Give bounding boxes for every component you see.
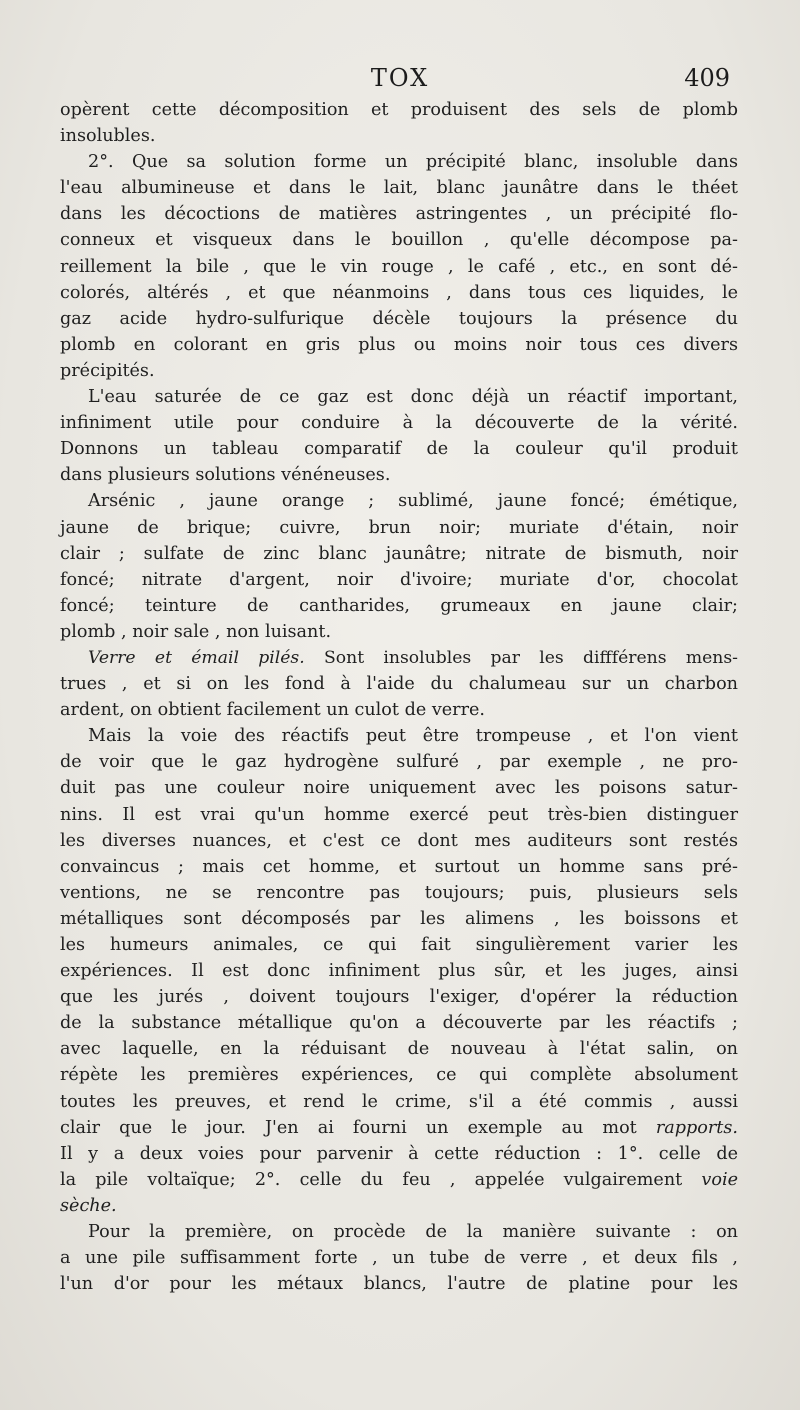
line-text: dans plusieurs solutions vénéneuses.: [60, 465, 391, 486]
text-line: [60, 932, 738, 958]
text-line: [60, 1089, 738, 1115]
italic-phrase: rapports.: [655, 1117, 738, 1138]
text-line: [60, 619, 738, 645]
line-text: précipités.: [60, 360, 155, 381]
line-text: les humeurs animales, ce qui fait singulièrement varier les: [60, 935, 738, 955]
line-text: clair que le jour. J'en ai fourni un exemple au mot: [60, 1117, 656, 1138]
line-text: Arsénic , jaune orange ; sublimé, jaune foncé; émétique,: [88, 491, 738, 512]
text-line: [60, 906, 738, 932]
italic-phrase: voie: [701, 1169, 738, 1190]
text-line: [60, 1193, 738, 1219]
line-text: de voir que le gaz hydrogène sulfuré , par exemple , ne pro-: [60, 752, 738, 773]
text-line: [60, 671, 738, 697]
text-line: [60, 175, 738, 201]
text-line: [60, 749, 738, 775]
text-line: [60, 723, 738, 749]
text-line: [60, 254, 738, 280]
text-line: [60, 149, 738, 175]
text-line: [60, 697, 738, 723]
line-text: les diverses nuances, et c'est ce dont mes auditeurs sont restés: [60, 830, 738, 851]
text-line: [60, 1062, 738, 1088]
line-text: gaz acide hydro-sulfurique décèle toujours la présence du: [60, 308, 738, 329]
text-line: [60, 280, 738, 306]
text-line: [60, 567, 738, 593]
text-line: [60, 201, 738, 227]
line-text: l'eau albumineuse et dans le lait, blanc jaunâtre dans le théet: [60, 178, 738, 199]
text-line: [60, 984, 738, 1010]
text-line: [60, 541, 738, 567]
line-text: infiniment utile pour conduire à la découverte de la vérité.: [60, 413, 738, 434]
line-text: trues , et si on les fond à l'aide du chalumeau sur un charbon: [60, 674, 738, 695]
italic-phrase: Verre et émail pilés.: [88, 647, 305, 668]
line-text: a une pile suffisamment forte , un tube de verre , et deux fils ,: [60, 1248, 738, 1269]
line-text: L'eau saturée de ce gaz est donc déjà un réactif important,: [88, 387, 738, 408]
text-line: [60, 123, 738, 149]
text-line: [60, 410, 738, 436]
text-line: [60, 436, 738, 462]
text-line: [60, 880, 738, 906]
text-line: [60, 802, 738, 828]
text-line: [60, 488, 738, 514]
line-text: 2°. Que sa solution forme un précipité blanc, insoluble dans: [88, 152, 738, 173]
text-line: [60, 854, 738, 880]
line-text: jaune de brique; cuivre, brun noir; muriate d'étain, noir: [60, 517, 738, 538]
line-text: métalliques sont décomposés par les alimens , les boissons et: [60, 908, 738, 929]
line-text: opèrent cette décomposition et produisent des sels de plomb: [60, 100, 738, 120]
text-line: [60, 462, 738, 488]
text-line: [60, 1167, 738, 1193]
text-line: [60, 958, 738, 984]
text-line: [60, 358, 738, 384]
line-text: reillement la bile , que le vin rouge , le café , etc., en sont dé-: [60, 256, 738, 277]
line-text: la pile voltaïque; 2°. celle du feu , appelée vulgairement: [60, 1169, 702, 1190]
italic-phrase: sèche.: [60, 1195, 117, 1216]
text-line: [60, 1036, 738, 1062]
text-line: [60, 1010, 738, 1036]
text-line: [60, 306, 738, 332]
line-text: foncé; nitrate d'argent, noir d'ivoire; muriate d'or, chocolat: [60, 569, 738, 590]
line-text: toutes les preuves, et rend le crime, s'il a été commis , aussi: [60, 1091, 738, 1112]
line-text: Il y a deux voies pour parvenir à cette réduction : 1°. celle de: [60, 1143, 738, 1164]
line-text: clair ; sulfate de zinc blanc jaunâtre; nitrate de bismuth, noir: [60, 543, 738, 564]
line-text: foncé; teinture de cantharides, grumeaux en jaune clair;: [60, 595, 738, 616]
line-text: l'un d'or pour les métaux blancs, l'autre de platine pour les: [60, 1274, 738, 1295]
line-text: conneux et visqueux dans le bouillon , qu'elle décompose pa-: [60, 230, 738, 251]
line-text: répète les premières expériences, ce qui complète absolument: [60, 1065, 738, 1086]
line-text: Pour la première, on procède de la manière suivante : on: [88, 1222, 738, 1243]
line-text: ventions, ne se rencontre pas toujours; puis, plusieurs sels: [60, 882, 738, 903]
line-text: dans les décoctions de matières astringentes , un précipité flo-: [60, 204, 738, 225]
text-line: [60, 332, 738, 358]
text-line: [60, 1271, 738, 1297]
text-line: [60, 645, 738, 671]
line-text: que les jurés , doivent toujours l'exiger, d'opérer la réduction: [60, 987, 738, 1008]
text-line: [60, 1141, 738, 1167]
text-line: [60, 828, 738, 854]
text-line: [60, 97, 738, 123]
text-line: [60, 515, 738, 541]
line-text: ardent, on obtient facilement un culot de verre.: [60, 700, 486, 721]
page-number: 409: [684, 64, 730, 92]
line-text: de la substance métallique qu'on a découverte par les réactifs ;: [60, 1013, 738, 1034]
line-text: Donnons un tableau comparatif de la couleur qu'il produit: [60, 439, 738, 460]
text-line: [60, 1245, 738, 1271]
line-text: duit pas une couleur noire uniquement avec les poisons satur-: [60, 778, 738, 799]
body-text: [60, 97, 738, 1297]
text-line: [60, 1115, 738, 1141]
line-text: Mais la voie des réactifs peut être trompeuse , et l'on vient: [88, 726, 738, 747]
running-head: TOX: [370, 64, 430, 92]
text-line: [60, 384, 738, 410]
page-header: [60, 64, 740, 96]
line-text: avec laquelle, en la réduisant de nouveau à l'état salin, on: [60, 1039, 738, 1060]
line-text: colorés, altérés , et que néanmoins , dans tous ces liquides, le: [60, 282, 738, 303]
text-line: [60, 775, 738, 801]
line-text: insolubles.: [60, 126, 156, 147]
text-line: [60, 593, 738, 619]
text-line: [60, 227, 738, 253]
line-text: Sont insolubles par les diffférens mens-: [304, 647, 738, 668]
text-line: [60, 1219, 738, 1245]
line-text: nins. Il est vrai qu'un homme exercé peut très-bien distinguer: [60, 804, 738, 825]
line-text: convaincus ; mais cet homme, et surtout un homme sans pré-: [60, 856, 738, 877]
line-text: plomb , noir sale , non luisant.: [60, 621, 332, 642]
line-text: expériences. Il est donc infiniment plus sûr, et les juges, ainsi: [60, 961, 738, 982]
line-text: plomb en colorant en gris plus ou moins noir tous ces divers: [60, 334, 738, 355]
